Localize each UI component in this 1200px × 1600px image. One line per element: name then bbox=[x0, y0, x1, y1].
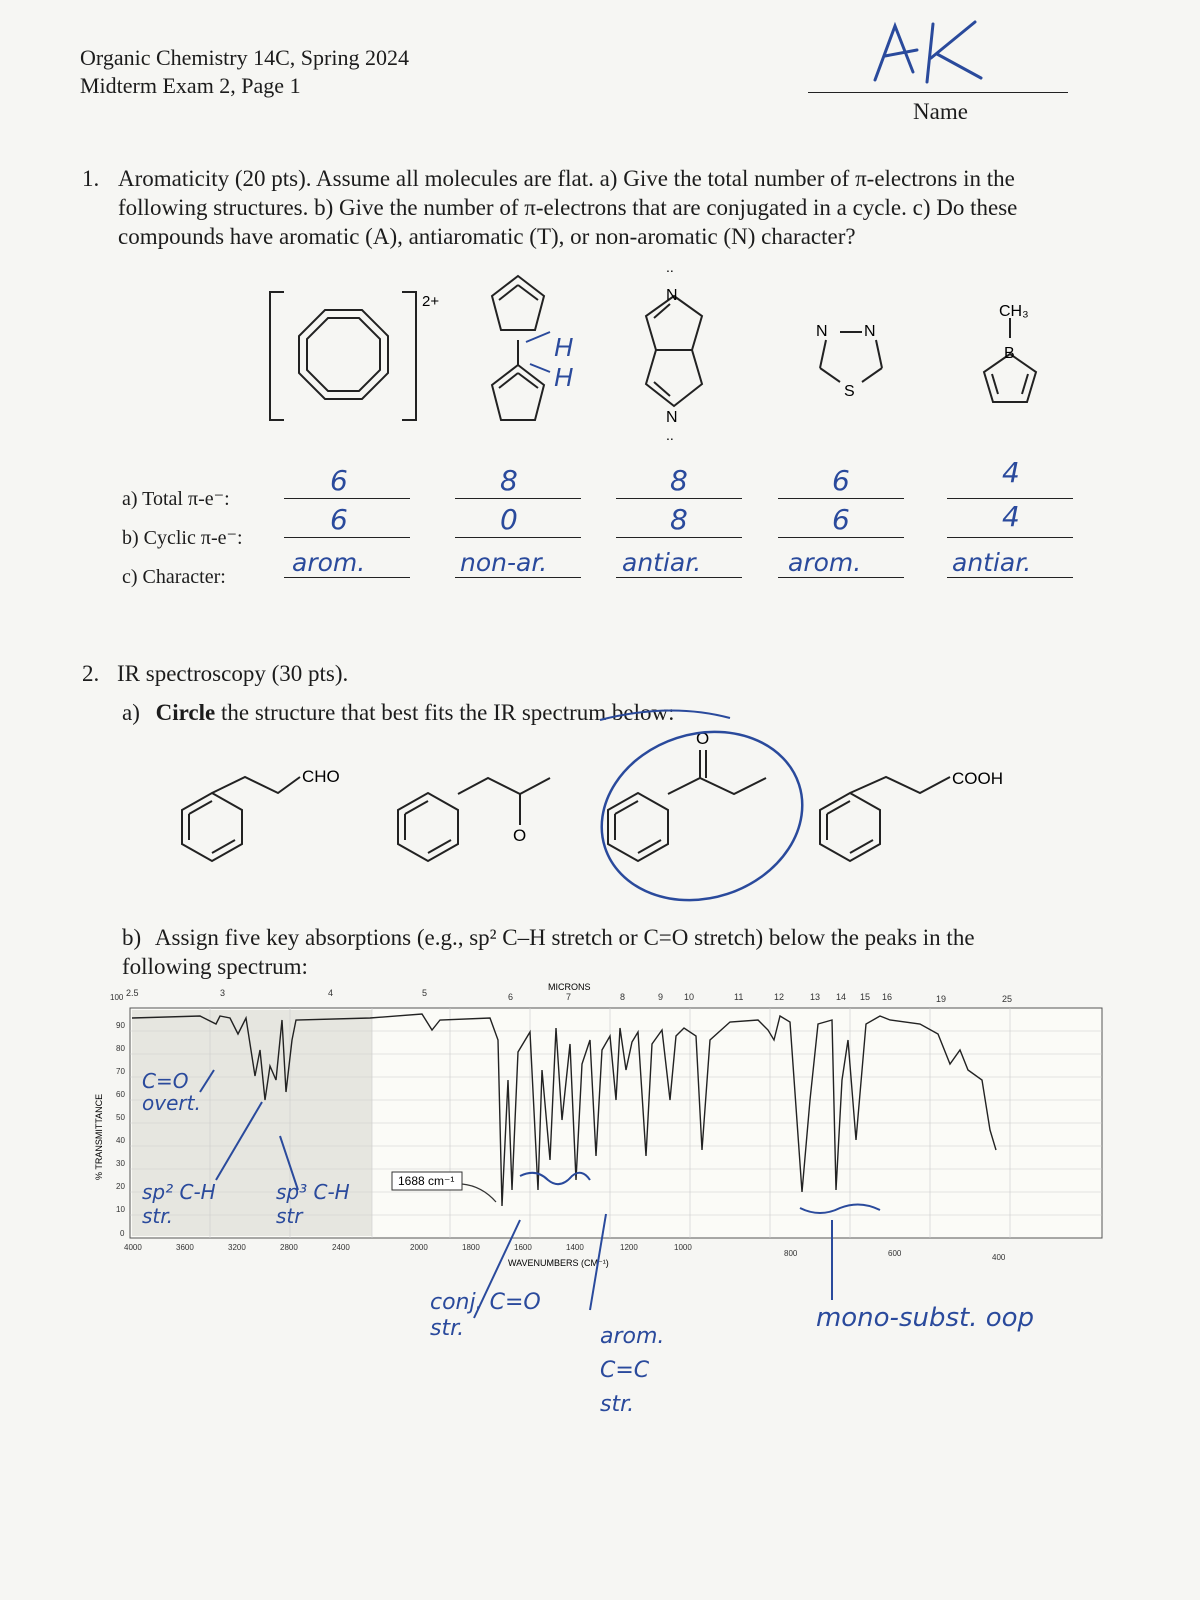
wavenumber-tick: 800 bbox=[784, 1249, 798, 1258]
part-b-prefix: b) bbox=[122, 925, 142, 950]
name-label: Name bbox=[913, 99, 968, 124]
answer-line bbox=[778, 537, 904, 538]
ch3-label: CH₃ bbox=[999, 303, 1029, 320]
o-label-2: O bbox=[513, 826, 527, 845]
micron-tick: 6 bbox=[508, 992, 514, 1002]
answer-line bbox=[947, 577, 1073, 578]
answer-cyclic-1: 6 bbox=[330, 503, 348, 536]
charge-label: 2+ bbox=[422, 293, 440, 310]
transmittance-tick: 0 bbox=[120, 1229, 125, 1238]
hydrogen-annotations bbox=[526, 332, 573, 392]
answer-line bbox=[455, 498, 581, 499]
row-label-total: a) Total π-e⁻: bbox=[122, 488, 230, 510]
answer-character-4: arom. bbox=[788, 548, 862, 577]
transmittance-tick: 100 bbox=[110, 993, 124, 1002]
question-2-number: 2. bbox=[82, 661, 100, 686]
micron-tick: 2.5 bbox=[126, 988, 139, 998]
answer-total-2: 8 bbox=[500, 464, 518, 497]
annotation-arom: arom. C=C str. bbox=[600, 1324, 665, 1417]
annotation-conj: conj. C=O str. bbox=[430, 1290, 541, 1341]
micron-tick: 16 bbox=[882, 992, 893, 1002]
annotation-mono: mono-subst. oop bbox=[815, 1303, 1035, 1333]
micron-tick: 7 bbox=[566, 992, 572, 1002]
annotation-sp3: sp³ C-H str bbox=[276, 1180, 350, 1228]
micron-tick: 13 bbox=[810, 992, 821, 1002]
transmittance-tick: 20 bbox=[116, 1182, 125, 1191]
micron-tick: 8 bbox=[620, 992, 626, 1002]
annotation-overt: C=O overt. bbox=[142, 1069, 201, 1115]
answer-cyclic-4: 6 bbox=[832, 503, 850, 536]
micron-tick: 15 bbox=[860, 992, 871, 1002]
h-label-1: H bbox=[554, 332, 573, 362]
structure-choice-3 bbox=[608, 750, 766, 861]
diaza-bicyclic bbox=[646, 296, 702, 406]
answer-total-1: 6 bbox=[330, 464, 348, 497]
transmittance-tick: 80 bbox=[116, 1044, 125, 1053]
micron-tick: 11 bbox=[734, 992, 744, 1002]
b-label: B bbox=[1004, 345, 1015, 362]
wavenumber-tick: 4000 bbox=[124, 1243, 142, 1252]
n-label-bottom: N bbox=[666, 409, 678, 426]
micron-tick: 5 bbox=[422, 988, 428, 998]
answer-character-3: antiar. bbox=[622, 548, 702, 577]
micron-tick: 4 bbox=[328, 988, 334, 998]
y-axis-label: % TRANSMITTANCE bbox=[94, 1093, 104, 1180]
question-1-number: 1. bbox=[82, 166, 100, 191]
micron-tick: 9 bbox=[658, 992, 664, 1002]
name-line bbox=[808, 92, 1068, 93]
micron-tick: 25 bbox=[1002, 994, 1013, 1004]
answer-line bbox=[284, 537, 410, 538]
s-label: S bbox=[844, 383, 855, 400]
peak-annotation: 1688 cm⁻¹ bbox=[398, 1174, 455, 1188]
wavenumber-tick: 600 bbox=[888, 1249, 902, 1258]
transmittance-tick: 70 bbox=[116, 1067, 125, 1076]
part-a-prefix: a) bbox=[122, 700, 140, 725]
wavenumber-tick: 1600 bbox=[514, 1243, 532, 1252]
answer-line bbox=[778, 577, 904, 578]
answer-cyclic-2: 0 bbox=[500, 503, 518, 536]
question-2-heading bbox=[82, 659, 348, 688]
exam-header bbox=[80, 44, 409, 100]
answer-line bbox=[778, 498, 904, 499]
answer-line bbox=[284, 577, 410, 578]
answer-line bbox=[455, 577, 581, 578]
structure-choice-4 bbox=[820, 777, 950, 861]
transmittance-tick: 60 bbox=[116, 1090, 125, 1099]
n-label-top: N bbox=[666, 287, 678, 304]
answer-cyclic-3: 8 bbox=[670, 503, 688, 536]
structure-choice-2 bbox=[398, 778, 550, 861]
q1-structures bbox=[250, 260, 1100, 440]
microns-label: MICRONS bbox=[548, 982, 591, 992]
part-a-bold: Circle bbox=[155, 700, 216, 725]
wavenumber-tick: 3200 bbox=[228, 1243, 246, 1252]
wavenumber-tick: 1200 bbox=[620, 1243, 638, 1252]
answer-line bbox=[947, 498, 1073, 499]
answer-character-1: arom. bbox=[292, 548, 366, 577]
o-label-3: O bbox=[696, 729, 710, 748]
question-2b-prompt bbox=[122, 923, 1052, 981]
answer-line bbox=[616, 577, 742, 578]
student-initials-signature bbox=[855, 12, 1055, 92]
micron-tick: 14 bbox=[836, 992, 847, 1002]
h-label-2: H bbox=[554, 362, 573, 392]
answer-line bbox=[947, 537, 1073, 538]
x-axis-label: WAVENUMBERS (CM⁻¹) bbox=[508, 1258, 609, 1268]
wavenumber-tick: 2800 bbox=[280, 1243, 298, 1252]
answer-line bbox=[616, 498, 742, 499]
wavenumber-tick: 2400 bbox=[332, 1243, 350, 1252]
n-label-right: N bbox=[864, 323, 876, 340]
micron-tick: 12 bbox=[774, 992, 785, 1002]
row-label-character: c) Character: bbox=[122, 566, 226, 588]
answer-character-2: non-ar. bbox=[460, 548, 548, 577]
answer-line bbox=[284, 498, 410, 499]
transmittance-tick: 10 bbox=[116, 1205, 125, 1214]
answer-line bbox=[616, 537, 742, 538]
wavenumber-tick: 1000 bbox=[674, 1243, 692, 1252]
transmittance-tick: 30 bbox=[116, 1159, 125, 1168]
n-label-left: N bbox=[816, 323, 828, 340]
answer-total-5: 4 bbox=[1002, 456, 1020, 489]
answer-line bbox=[455, 537, 581, 538]
micron-tick: 10 bbox=[684, 992, 695, 1002]
wavenumber-tick: 1800 bbox=[462, 1243, 480, 1252]
q2a-structures bbox=[130, 700, 1090, 910]
exam-page: Midterm Exam 2, Page 1 bbox=[80, 73, 301, 98]
question-2-title: IR spectroscopy (30 pts). bbox=[117, 661, 349, 686]
cooh-label: COOH bbox=[952, 769, 1003, 788]
cyclooctatetraene-dication bbox=[270, 292, 416, 420]
answer-cyclic-5: 4 bbox=[1002, 500, 1020, 533]
micron-tick: 19 bbox=[936, 994, 947, 1004]
question-1-text: Aromaticity (20 pts). Assume all molecules are flat. a) Give the total number of π-electrons in the following structures. b) Give the number of π-electrons that are conjugated in a cycle. c) Do these compounds have aromatic (A), antiaromatic (T), or non-aromatic (N) character? bbox=[118, 166, 1018, 249]
annotation-sp2: sp² C-H str. bbox=[142, 1180, 216, 1228]
answer-total-4: 6 bbox=[832, 464, 850, 497]
part-a-rest: the structure that best fits the IR spectrum below: bbox=[220, 700, 675, 725]
transmittance-tick: 50 bbox=[116, 1113, 125, 1122]
course-title: Organic Chemistry 14C, Spring 2024 bbox=[80, 45, 409, 70]
wavenumber-tick: 400 bbox=[992, 1253, 1006, 1262]
part-b-text: Assign five key absorptions (e.g., sp² C–H stretch or C=O stretch) below the peaks in the following spectrum: bbox=[122, 925, 975, 979]
row-label-cyclic: b) Cyclic π-e⁻: bbox=[122, 527, 243, 549]
cho-label: CHO bbox=[302, 767, 340, 786]
micron-tick: 3 bbox=[220, 988, 226, 998]
lone-pair-top: .. bbox=[666, 260, 674, 275]
transmittance-tick: 90 bbox=[116, 1021, 125, 1030]
answer-total-3: 8 bbox=[670, 464, 688, 497]
wavenumber-tick: 1400 bbox=[566, 1243, 584, 1252]
lone-pair-bottom: .. bbox=[666, 427, 674, 440]
structure-choice-1 bbox=[182, 777, 300, 861]
bicyclopentadienyl bbox=[492, 276, 544, 420]
wavenumber-tick: 3600 bbox=[176, 1243, 194, 1252]
transmittance-tick: 40 bbox=[116, 1136, 125, 1145]
answer-character-5: antiar. bbox=[952, 548, 1032, 577]
wavenumber-tick: 2000 bbox=[410, 1243, 428, 1252]
